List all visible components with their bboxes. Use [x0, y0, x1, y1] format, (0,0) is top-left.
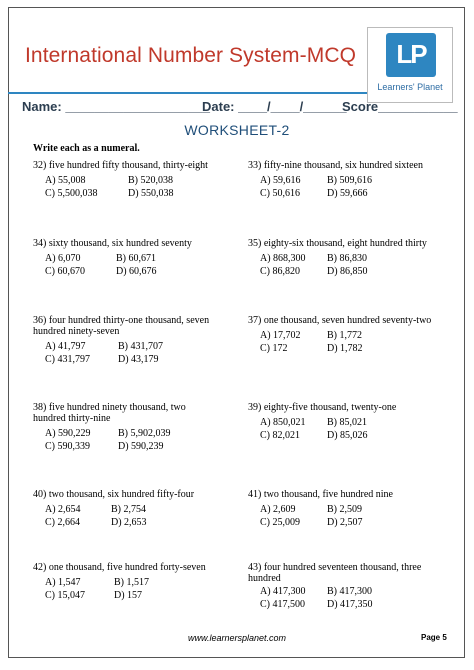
option-c[interactable]: C) 82,021 [260, 430, 300, 441]
learners-planet-logo [367, 27, 453, 103]
option-a[interactable]: A) 59,616 [260, 175, 301, 186]
question-stem: 37) one thousand, seven hundred seventy-two [248, 315, 432, 326]
score-field[interactable]: Score___________ [342, 99, 458, 114]
name-field[interactable]: Name: ____________________ [22, 99, 210, 114]
question-42 [33, 562, 233, 603]
option-b[interactable]: B) 2,754 [111, 504, 146, 515]
instruction: Write each as a numeral. [33, 143, 140, 154]
question-35 [248, 238, 458, 279]
option-a[interactable]: A) 41,797 [45, 341, 86, 352]
worksheet-title: WORKSHEET-2 [184, 122, 290, 138]
logo-mark [386, 33, 436, 77]
header-rule [8, 92, 367, 94]
question-39 [248, 402, 458, 443]
option-b[interactable]: B) 1,772 [327, 330, 362, 341]
option-a[interactable]: A) 2,609 [260, 504, 296, 515]
option-a[interactable]: A) 55,008 [45, 175, 86, 186]
option-b[interactable]: B) 1,517 [114, 577, 149, 588]
option-a[interactable]: A) 17,702 [260, 330, 301, 341]
question-stem: 40) two thousand, six hundred fifty-four [33, 489, 195, 500]
question-stem: 43) four hundred seventeen thousand, three hundred [248, 562, 422, 584]
option-d[interactable]: D) 59,666 [327, 188, 368, 199]
option-d[interactable]: D) 550,038 [128, 188, 174, 199]
option-b[interactable]: B) 5,902,039 [118, 428, 171, 439]
option-c[interactable]: C) 431,797 [45, 354, 90, 365]
option-c[interactable]: C) 2,664 [45, 517, 80, 528]
page-title: International Number System-MCQ [25, 44, 357, 67]
option-d[interactable]: D) 85,026 [327, 430, 368, 441]
option-a[interactable]: A) 590,229 [45, 428, 91, 439]
option-d[interactable]: D) 60,676 [116, 266, 157, 277]
option-c[interactable]: C) 172 [260, 343, 288, 354]
question-stem: 42) one thousand, five hundred forty-seven [33, 562, 206, 573]
date-field[interactable]: Date: ____/____/______ [202, 99, 347, 114]
option-c[interactable]: C) 86,820 [260, 266, 300, 277]
question-40 [33, 489, 233, 530]
option-c[interactable]: C) 590,339 [45, 441, 90, 452]
question-34 [33, 238, 233, 279]
option-b[interactable]: B) 86,830 [327, 253, 367, 264]
logo-mark-text: LP [396, 39, 426, 69]
option-d[interactable]: D) 157 [114, 590, 143, 601]
option-a[interactable]: A) 2,654 [45, 504, 81, 515]
option-d[interactable]: D) 1,782 [327, 343, 363, 354]
logo-label: Learners' Planet [377, 82, 443, 92]
question-37 [248, 315, 458, 356]
question-stem: 34) sixty thousand, six hundred seventy [33, 238, 192, 249]
question-stem: 41) two thousand, five hundred nine [248, 489, 393, 500]
option-d[interactable]: D) 43,179 [118, 354, 159, 365]
question-stem: 39) eighty-five thousand, twenty-one [248, 402, 397, 413]
option-c[interactable]: C) 15,047 [45, 590, 85, 601]
option-d[interactable]: D) 2,507 [327, 517, 363, 528]
option-d[interactable]: D) 86,850 [327, 266, 368, 277]
option-d[interactable]: D) 417,350 [327, 599, 373, 610]
page-number: Page 5 [421, 633, 447, 642]
footer-url[interactable]: www.learnersplanet.com [187, 633, 287, 643]
question-stem: 33) fifty-nine thousand, six hundred sixteen [248, 160, 423, 171]
option-c[interactable]: C) 417,500 [260, 599, 305, 610]
option-b[interactable]: B) 520,038 [128, 175, 173, 186]
option-c[interactable]: C) 60,670 [45, 266, 85, 277]
option-b[interactable]: B) 417,300 [327, 586, 372, 597]
option-a[interactable]: A) 868,300 [260, 253, 306, 264]
question-stem: 36) four hundred thirty-one thousand, seven hundred ninety-seven [33, 315, 210, 337]
question-33 [248, 160, 448, 201]
question-43 [248, 562, 448, 612]
option-d[interactable]: D) 2,653 [111, 517, 147, 528]
question-stem: 38) five hundred ninety thousand, two hundred thirty-nine [33, 402, 186, 424]
option-c[interactable]: C) 50,616 [260, 188, 300, 199]
option-b[interactable]: B) 509,616 [327, 175, 372, 186]
option-a[interactable]: A) 1,547 [45, 577, 81, 588]
option-d[interactable]: D) 590,239 [118, 441, 164, 452]
option-b[interactable]: B) 431,707 [118, 341, 163, 352]
option-a[interactable]: A) 850,021 [260, 417, 306, 428]
option-b[interactable]: B) 60,671 [116, 253, 156, 264]
question-stem: 35) eighty-six thousand, eight hundred thirty [248, 238, 427, 249]
question-41 [248, 489, 458, 530]
question-32 [33, 160, 233, 201]
question-stem: 32) five hundred fifty thousand, thirty-eight [33, 160, 208, 171]
option-c[interactable]: C) 5,500,038 [45, 188, 98, 199]
option-b[interactable]: B) 85,021 [327, 417, 367, 428]
question-38 [33, 402, 218, 454]
option-a[interactable]: A) 6,070 [45, 253, 81, 264]
question-36 [33, 315, 218, 367]
option-b[interactable]: B) 2,509 [327, 504, 362, 515]
option-a[interactable]: A) 417,300 [260, 586, 306, 597]
option-c[interactable]: C) 25,009 [260, 517, 300, 528]
